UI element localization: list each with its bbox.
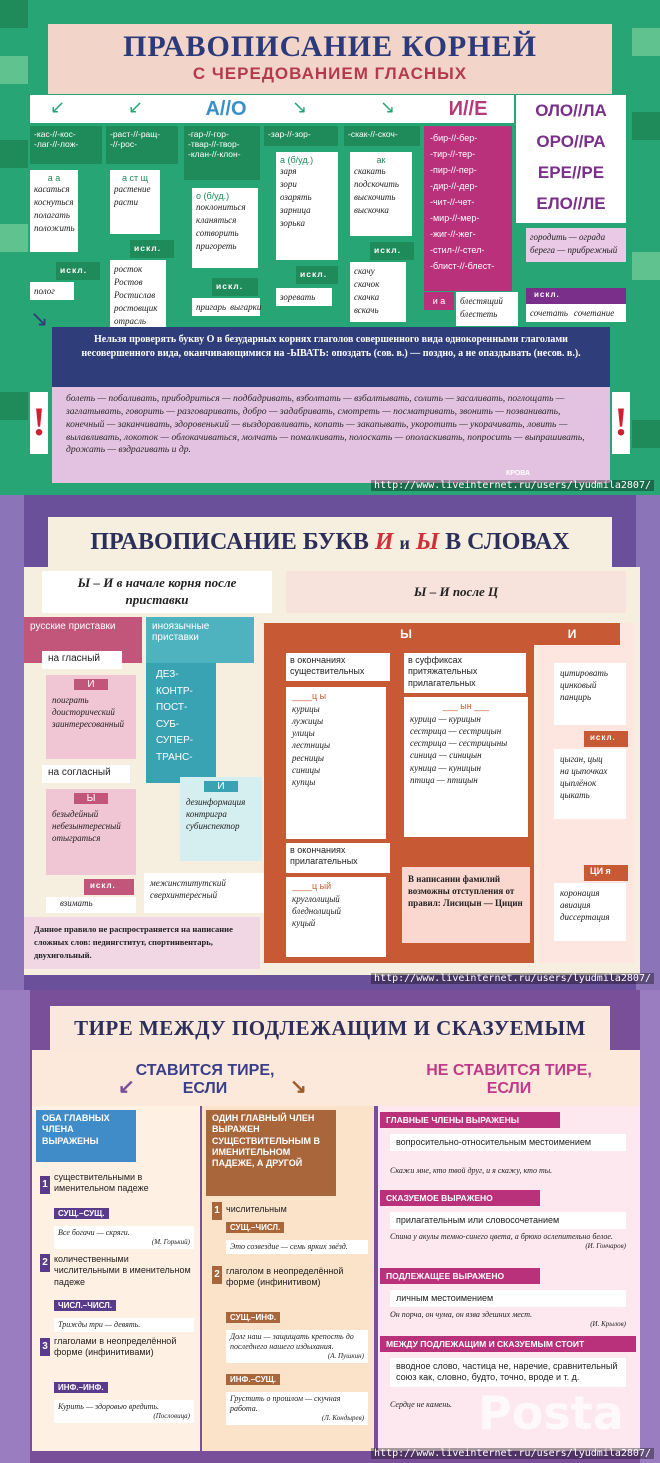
word: дезинформация [186, 797, 246, 807]
prefix: ПОСТ- [156, 702, 188, 713]
word: безыдейный [52, 809, 99, 819]
i-iskl-words [554, 749, 626, 819]
rule-text: существительными в именительном падеже [54, 1172, 149, 1194]
exclamation-icon: ! [30, 392, 48, 454]
word: городить — ограда [530, 232, 606, 242]
word: синица — синицын [410, 750, 482, 761]
panel-dash [0, 990, 660, 1463]
arrow-down-right-icon: ↘ [30, 306, 49, 331]
title-letter: И [374, 529, 394, 555]
word: зори [280, 179, 297, 190]
word-list [186, 796, 256, 832]
source-url[interactable]: http://www.liveinternet.ru/users/lyudmila2807/ [371, 1448, 654, 1459]
words-skak [350, 152, 412, 236]
root: -тир-//-тер- [430, 149, 476, 160]
panel-roots [0, 0, 660, 495]
rule-text: личным местоимением [390, 1290, 626, 1307]
exc-kas [30, 282, 74, 300]
col2-head: ОДИН ГЛАВНЫЙ ЧЛЕН ВЫРАЖЕН СУЩЕСТВИТЕЛЬНЫМ В ИМЕНИТЕЛЬНОМ ПАДЕЖЕ, А ДРУГОЙ [206, 1110, 336, 1196]
word: расти [114, 197, 138, 208]
example-text: Трижды три — девять. [58, 1320, 141, 1329]
word-list [560, 753, 620, 802]
word: зарница [280, 205, 311, 216]
word: круглолицый [292, 894, 340, 904]
word: доисторический [52, 707, 115, 718]
iskl-label: искл. [130, 240, 174, 258]
word: лужицы [292, 716, 324, 727]
prefix: ДЕЗ- [156, 669, 179, 680]
note: а (б/уд.) [280, 155, 314, 165]
iskl-label: искл. [584, 731, 628, 747]
pattern-chip: СУЩ.–ЧИСЛ. [226, 1222, 284, 1233]
example [390, 1232, 626, 1251]
ie-roots [424, 126, 512, 291]
root: -жиг-//-жег- [430, 229, 476, 240]
example-text: Спина у акулы темно-синего цвета, а брюхо ослепительно белое. [390, 1232, 613, 1241]
word: цыкать [560, 790, 590, 801]
word: блестеть [460, 309, 498, 320]
word-list [560, 667, 620, 703]
cia-label: ЦИ я [584, 865, 628, 881]
decor-square [0, 140, 28, 168]
bar-label: ПОДЛЕЖАЩЕЕ ВЫРАЖЕНО [380, 1268, 540, 1284]
bar-label: ГЛАВНЫЕ ЧЛЕНЫ ВЫРАЖЕНЫ [380, 1112, 560, 1128]
example: Скажи мне, кто твой друг, и я скажу, кто ты. [390, 1166, 553, 1175]
iskl-label: искл. [212, 278, 258, 296]
ru-prefix-label: русские приставки [24, 617, 142, 663]
roots-kas: -кас-//-кос- -лаг-//-лож- [30, 126, 102, 164]
word: выскочить [354, 192, 396, 203]
word: отыграться [52, 833, 101, 844]
word: растение [114, 184, 151, 194]
exc-zar [276, 288, 332, 306]
prefix: КОНТР- [156, 685, 193, 697]
prefix: СУПЕР- [156, 735, 194, 746]
vowel-box [46, 675, 136, 759]
title-text: ПРАВОПИСАНИЕ КОРНЕЙ [123, 30, 537, 63]
note: ак [376, 155, 386, 165]
word: сочетать [530, 308, 568, 318]
adj-words [286, 877, 386, 957]
title-part: В СЛОВАХ [445, 529, 570, 555]
rule-box: Нельзя проверять букву О в безударных корнях глаголов совершенного вида однокоренными глаголами несовершенного вида, оканчивающимися на -ЫВАТЬ: опоздать (сов. в.) — поздно, а не опаздывать (несов. в.). [52, 327, 610, 387]
left-heading: Ы – И в начале корня после приставки [42, 571, 272, 613]
bar-label: МЕЖДУ ПОДЛЕЖАЩИМ И СКАЗУЕМЫМ СТОИТ [380, 1336, 636, 1352]
decor-square [0, 56, 28, 84]
word: пригореть [196, 241, 237, 252]
word-list [292, 703, 380, 788]
word: ростовщик [114, 303, 158, 314]
item-number: 2 [212, 1266, 222, 1284]
iskl-label: искл. [84, 879, 134, 895]
word: купцы [292, 776, 316, 787]
word: положить [34, 223, 75, 234]
root: -мир-//-мер- [430, 213, 480, 224]
right-heading: Ы – И после Ц [286, 571, 626, 613]
root: -бир-//-бер- [430, 133, 478, 143]
heading-no-dash [378, 1050, 640, 1106]
decor-strip [640, 990, 660, 1463]
decor-square [632, 420, 660, 448]
pattern-chip: СУЩ.–СУЩ. [54, 1208, 109, 1219]
word: бледнолицый [292, 906, 342, 917]
ola-exc [526, 304, 626, 322]
exc-skak [350, 262, 406, 322]
heading-text: СТАВИТСЯ ТИРЕ, ЕСЛИ [135, 1062, 275, 1097]
word: Ростов [114, 277, 143, 288]
example-text: Он порча, он чума, он язва здешних мест. [390, 1310, 533, 1319]
roots-gar: -гар-//-гор- -твар-//-твор- -клан-//-клон- [184, 126, 260, 180]
word: берега — прибрежный [530, 245, 618, 256]
page-title [48, 24, 612, 94]
word-list [52, 694, 130, 730]
noun-words [286, 687, 386, 839]
example-text: Долг наш — защищать крепость до последнего нашего издыхания. [230, 1332, 354, 1351]
example-text: Все богачи — скряги. [58, 1228, 130, 1237]
word: росток [114, 264, 143, 274]
col1-head: ОБА ГЛАВНЫХ ЧЛЕНА ВЫРАЖЕНЫ [36, 1110, 136, 1162]
examples-box: болеть — побаливать, прибодриться — подбадривать, взболтать — взбалтывать, солить — засаливать, поглощать — заглатывать, говорить — разговаривать, добро — задабривать, смотреть — посматривать, звонить — позванивать, конечный — заканчивать, здоровенький — выздоравливать, копать — закапывать, укоротить — укорачивать, ловить — вылавливать, локоток — облокачиваться, молчать — помалкивать, полоскать — ополаскивать, попросить — выпрашивать, дрожать — вздрагивать и др. [52, 387, 610, 483]
iskl-word: взимать [46, 897, 136, 913]
word: отрасль [114, 316, 147, 327]
ola-item: ОЛО//ЛА [535, 101, 607, 120]
bar-label: СКАЗУЕМОЕ ВЫРАЖЕНО [380, 1190, 540, 1206]
iskl-label: искл. [56, 262, 100, 280]
word: скакать [354, 166, 386, 176]
roots-rast: -раст-//-ращ- -//-рос- [106, 126, 178, 164]
example-text: Грустить о прошлом — скучная работа. [230, 1394, 341, 1413]
root: -блист-//-блест- [430, 261, 495, 272]
word: Ростислав [114, 290, 156, 301]
rule-text: количественными числительными в именительном падеже [54, 1254, 191, 1287]
item-number: 1 [212, 1202, 222, 1220]
word: улицы [292, 728, 315, 739]
brand-logo: КРОВА [506, 470, 531, 477]
word: цыган, цыц [560, 754, 603, 764]
letter: Ы [74, 793, 108, 804]
word: касаться [34, 184, 70, 194]
prefix: СУБ- [156, 718, 180, 730]
author: (А. Пушкин) [327, 1352, 364, 1360]
cia-words [554, 883, 626, 941]
example [390, 1310, 626, 1329]
arrow-down-right-icon: ↘ [380, 97, 396, 117]
prefix: ТРАНС- [156, 751, 193, 763]
heading-text: НЕ СТАВИТСЯ ТИРЕ, ЕСЛИ [426, 1062, 592, 1097]
word: заря [280, 166, 297, 176]
words-rast [110, 170, 160, 234]
word: поклониться [196, 202, 246, 212]
word: ресницы [292, 752, 324, 763]
ie-note: и а [424, 292, 454, 310]
author: (И. Крылов) [590, 1320, 626, 1328]
word: заинтересованный [52, 719, 124, 730]
word: на цыпочках [560, 766, 608, 777]
roots-zar: -зар-//-зор- [264, 126, 338, 146]
word: небезынтересный [52, 821, 121, 832]
words-gar [192, 188, 258, 268]
foreign-box [180, 777, 262, 861]
ie-header: И//Е [422, 95, 514, 123]
word: курица — курицын [410, 714, 481, 724]
title-part: и [399, 533, 410, 553]
word: вскачь [354, 305, 379, 316]
item-number: 3 [40, 1338, 50, 1356]
word: кланяться [196, 215, 237, 226]
word: полагать [34, 210, 70, 221]
example [54, 1318, 194, 1332]
rule-text: числительным [226, 1204, 287, 1214]
example [54, 1226, 194, 1249]
exc-gar [192, 298, 260, 316]
poss-suf-label: в суффиксах притяжательных прилагательных [404, 653, 526, 693]
word: озарять [280, 192, 312, 203]
word: скачка [354, 292, 380, 303]
ola-item: ЕЛО//ЛЕ [536, 194, 606, 213]
pattern-icon: ___ ын ___ [442, 701, 490, 711]
i-col-label: И [524, 623, 620, 645]
word-list [292, 893, 380, 929]
author: (Л. Кондырев) [321, 1414, 364, 1422]
word: сотворить [196, 228, 239, 239]
page-title [48, 517, 612, 567]
iskl-words2 [144, 873, 264, 913]
item-number: 2 [40, 1254, 50, 1272]
words-zar [276, 152, 338, 260]
decor-strip [0, 495, 24, 990]
word: выскочка [354, 205, 389, 216]
word: блестящий [460, 296, 503, 306]
decor-square [0, 224, 28, 252]
heading-dash [32, 1050, 378, 1106]
iskl-label: искл. [526, 288, 626, 304]
decor-square [0, 392, 28, 420]
exc-rast [110, 260, 166, 328]
example-text: Курить — здоровью вредить. [58, 1402, 160, 1411]
arrow-down-right-icon: ↘ [290, 1076, 307, 1098]
on-vowel-label: на гласный [42, 651, 122, 669]
note: а а [47, 173, 61, 183]
rule-text: глаголом в неопределённой форме (инфинитивом) [226, 1266, 344, 1288]
root: -пир-//-пер- [430, 165, 477, 176]
note-box: Данное правило не распространяется на написание сложных слов: педингститут, спортинвентарь, двухигольный. [24, 917, 260, 969]
root: -чит-//-чет- [430, 197, 475, 208]
ie-words [456, 292, 518, 326]
pattern-chip: СУЩ.–ИНФ. [226, 1312, 280, 1323]
poss-words [404, 697, 528, 837]
word: коснуться [34, 197, 74, 208]
pattern-chip: ЧИСЛ.–ЧИСЛ. [54, 1300, 116, 1311]
ao-header [30, 95, 422, 123]
noun-end-label: в окончаниях существительных [286, 653, 390, 681]
word: выгарки [230, 302, 262, 312]
on-cons-label: на согласный [42, 765, 130, 783]
word: авиация [560, 900, 591, 911]
word: полог [34, 286, 55, 296]
word: зоревать [280, 292, 316, 302]
watermark: Posta [478, 1386, 624, 1440]
word: контригра [186, 809, 227, 820]
source-url[interactable]: http://www.liveinternet.ru/users/lyudmila2807/ [371, 973, 654, 984]
panel-i-y [0, 495, 660, 990]
example [54, 1400, 194, 1423]
word: подскочить [354, 179, 399, 190]
word-list [560, 887, 620, 923]
word: межинститутский [150, 878, 226, 888]
word: субинспектор [186, 821, 240, 832]
cons-box [46, 789, 136, 875]
title-letter: Ы [415, 529, 440, 555]
author: (Пословица) [153, 1412, 190, 1420]
word: цитировать [560, 668, 608, 678]
iskl-label: искл. [370, 242, 414, 260]
pattern-icon: ____ц ы [292, 691, 327, 701]
decor-square [632, 252, 660, 280]
content-area [24, 567, 640, 975]
surname-note: В написании фамилий возможны отступления от правил: Лисицын — Цицин [402, 867, 530, 943]
word: цинковый [560, 680, 597, 691]
rule-text: прилагательным или словосочетанием [390, 1212, 626, 1229]
foreign-prefix-label: иноязычные приставки [146, 617, 254, 663]
letter: И [204, 781, 238, 792]
word: куница — куницын [410, 762, 482, 773]
y-col-label: Ы [400, 627, 412, 641]
word: скачу [354, 266, 375, 276]
example: Сердце не камень. [390, 1400, 452, 1409]
ao-label: А//О [205, 98, 247, 120]
item-number: 1 [40, 1176, 50, 1194]
root: -дир-//-дер- [430, 181, 478, 192]
pattern-icon: ____ц ый [292, 881, 332, 891]
author: (И. Гончаров) [585, 1242, 626, 1250]
word: сверхинтересный [150, 890, 218, 901]
word-list [52, 808, 130, 844]
example [226, 1392, 368, 1425]
title-part: ПРАВОПИСАНИЕ БУКВ [90, 529, 369, 555]
page-title: ТИРЕ МЕЖДУ ПОДЛЕЖАЩИМ И СКАЗУЕМЫМ [50, 1006, 610, 1050]
word-list [410, 713, 522, 786]
rule-text: вопросительно-относительным местоимением [390, 1134, 626, 1151]
word: сестрица — сестрицын [410, 726, 502, 737]
source-url[interactable]: http://www.liveinternet.ru/users/lyudmila2807/ [371, 480, 654, 491]
ola-item: ЕРЕ//РЕ [537, 163, 605, 182]
example-text: Это созвездие — семь ярких звёзд. [230, 1242, 348, 1251]
decor-square [0, 0, 28, 28]
example [226, 1330, 368, 1363]
word: коронация [560, 888, 600, 898]
letter: И [74, 679, 108, 690]
word: сочетание [573, 308, 615, 318]
author: (М. Горький) [151, 1238, 190, 1246]
note: о (б/уд.) [196, 191, 230, 201]
arrow-down-right-icon: ↘ [292, 97, 308, 117]
adj-end-label: в окончаниях прилагательных [286, 843, 390, 873]
subtitle-text: С ЧЕРЕДОВАНИЕМ ГЛАСНЫХ [192, 64, 468, 83]
ola-item: ОРО//РА [536, 132, 606, 151]
word: панцирь [560, 692, 592, 703]
note: а ст щ [121, 173, 149, 183]
decor-strip [0, 990, 30, 1463]
word: зорька [280, 218, 305, 229]
ola-list [516, 95, 626, 223]
pattern-chip: ИНФ.–СУЩ. [226, 1374, 280, 1385]
word: диссертация [560, 912, 610, 923]
root: -стил-//-стел- [430, 245, 485, 256]
decor-square [632, 28, 660, 56]
word: лестницы [292, 740, 331, 751]
iskl-label: искл. [296, 266, 338, 284]
word: пригарь [196, 302, 227, 312]
word: птица — птицын [410, 774, 478, 785]
example [226, 1240, 368, 1254]
ola-words [526, 228, 626, 262]
foreign-prefix-list [146, 663, 216, 783]
pattern-chip: ИНФ.–ИНФ. [54, 1382, 108, 1393]
word: скачок [354, 279, 380, 290]
exclamation-icon: ! [612, 392, 630, 454]
word: синицы [292, 764, 321, 775]
i-words [554, 663, 626, 725]
rule-text: вводное слово, частица не, наречие, сравнительный союз как, словно, будто, точно, вроде и т. д. [390, 1358, 626, 1387]
arrow-down-left-icon: ↙ [50, 97, 66, 117]
word: цыплёнок [560, 778, 597, 789]
words-kas [30, 170, 78, 252]
arrow-down-left-icon: ↙ [118, 1076, 135, 1098]
rule-text: глаголами в неопределённой форме (инфинитивами) [54, 1336, 177, 1358]
roots-skak: -скак-//-скоч- [344, 126, 420, 146]
decor-square [632, 112, 660, 140]
word: куцый [292, 918, 316, 929]
word: поиграть [52, 695, 89, 705]
word: сестрица — сестрицыны [410, 738, 508, 749]
word: курицы [292, 704, 320, 714]
arrow-down-left-icon: ↙ [128, 97, 144, 117]
